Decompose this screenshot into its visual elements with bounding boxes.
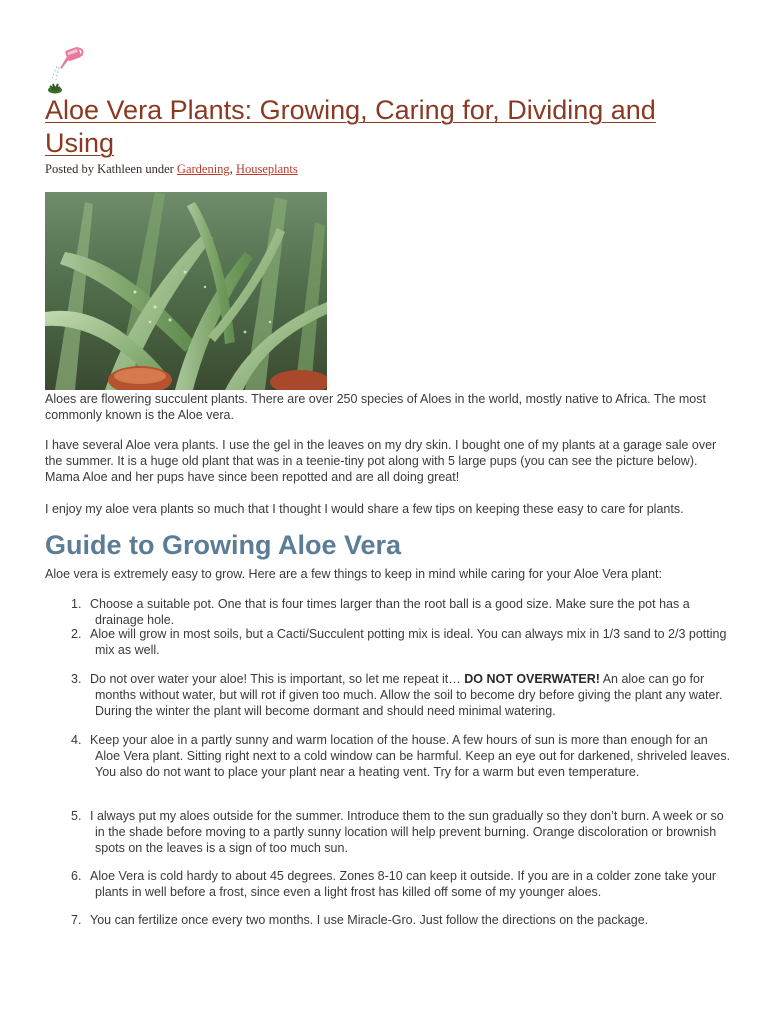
post-title (45, 94, 725, 160)
list-item-text: You can fertilize once every two months. I use Miracle-Gro. Just follow the directions on the package. (90, 913, 649, 927)
tip-3-text-before: Do not over water your aloe! This is important, so let me repeat it… (90, 672, 465, 686)
site-logo-icon[interactable] (45, 44, 87, 96)
list-item-number: 7. (71, 913, 82, 927)
list-item-text: I always put my aloes outside for the summer. Introduce them to the sun gradually so they don’t burn. A week or so in the shade before moving to a partly sunny location will help prevent burning. Orange discoloration or brownish spots on the leaves is a sign of too much sun. (90, 809, 724, 855)
tip-3-bold-warning: DO NOT OVERWATER! (464, 672, 600, 686)
list-item (45, 868, 735, 900)
list-item-text: Choose a suitable pot. One that is four times larger than the root ball is a good size. Make sure the pot has a drainage hole. (90, 597, 690, 627)
category-link-gardening[interactable]: Gardening (176, 162, 230, 176)
list-item-text: Aloe will grow in most soils, but a Cacti/Succulent potting mix is ideal. You can always mix in 1/3 sand to 2/3 potting mix as well. (90, 627, 727, 657)
list-item-text: Keep your aloe in a partly sunny and warm location of the house. A few hours of sun is more than enough for an Aloe Vera plant. Sitting right next to a cold window can be harmful. Keep an eye out for darkened, shriveled leaves. You also do not want to place your plant near a heating vent. Try for a warm but even temperature. (90, 733, 731, 779)
guide-intro: Aloe vera is extremely easy to grow. Here are a few things to keep in mind while caring for your Aloe Vera plant: (45, 567, 662, 581)
tip-3-text-after: An aloe can go for months without water, but will rot if given too much. Allow the soil to become dry before giving the plant any water. During the winter the plant will become dormant and should need minimal watering. (95, 672, 723, 718)
list-item (45, 626, 735, 658)
post-author-text: Posted by Kathleen under (45, 162, 177, 176)
intro-paragraph-2: I have several Aloe vera plants. I use the gel in the leaves on my dry skin. I bought one of my plants at a garage sale over the summer. It is a huge old plant that was in a teenie-tiny pot along with 5 large pups (you can see the picture below). Mama Aloe and her pups have since been repotted and are all doing great! (45, 438, 717, 484)
list-item-text: Aloe Vera is cold hardy to about 45 degrees. Zones 8-10 can keep it outside. If you are in a colder zone take your plants in well before a frost, since even a light frost has killed off some of my younger aloes. (90, 869, 717, 899)
list-item (45, 808, 735, 856)
category-link-houseplants[interactable]: Houseplants (235, 162, 298, 176)
list-item (45, 912, 735, 928)
list-item-text (45, 671, 735, 719)
list-item-number: 3. (71, 672, 82, 686)
post-title-link[interactable]: Aloe Vera Plants: Growing, Caring for, Dividing and Using (45, 95, 656, 158)
aloe-vera-photo (45, 192, 327, 390)
list-item-number: 6. (71, 869, 82, 883)
list-item-number: 1. (71, 597, 82, 611)
category-separator: , (229, 162, 236, 176)
list-item-number: 5. (71, 809, 82, 823)
list-item (45, 732, 735, 780)
list-item-number: 4. (71, 733, 82, 747)
guide-heading: Guide to Growing Aloe Vera (45, 530, 402, 560)
post-meta (45, 162, 298, 177)
intro-paragraph-3: I enjoy my aloe vera plants so much that I thought I would share a few tips on keeping these easy to care for plants. (45, 502, 684, 516)
list-item (45, 671, 735, 719)
list-item (45, 596, 735, 628)
list-item-number: 2. (71, 627, 82, 641)
intro-paragraph-1: Aloes are flowering succulent plants. There are over 250 species of Aloes in the world, mostly native to Africa. The most commonly known is the Aloe vera. (45, 392, 706, 422)
